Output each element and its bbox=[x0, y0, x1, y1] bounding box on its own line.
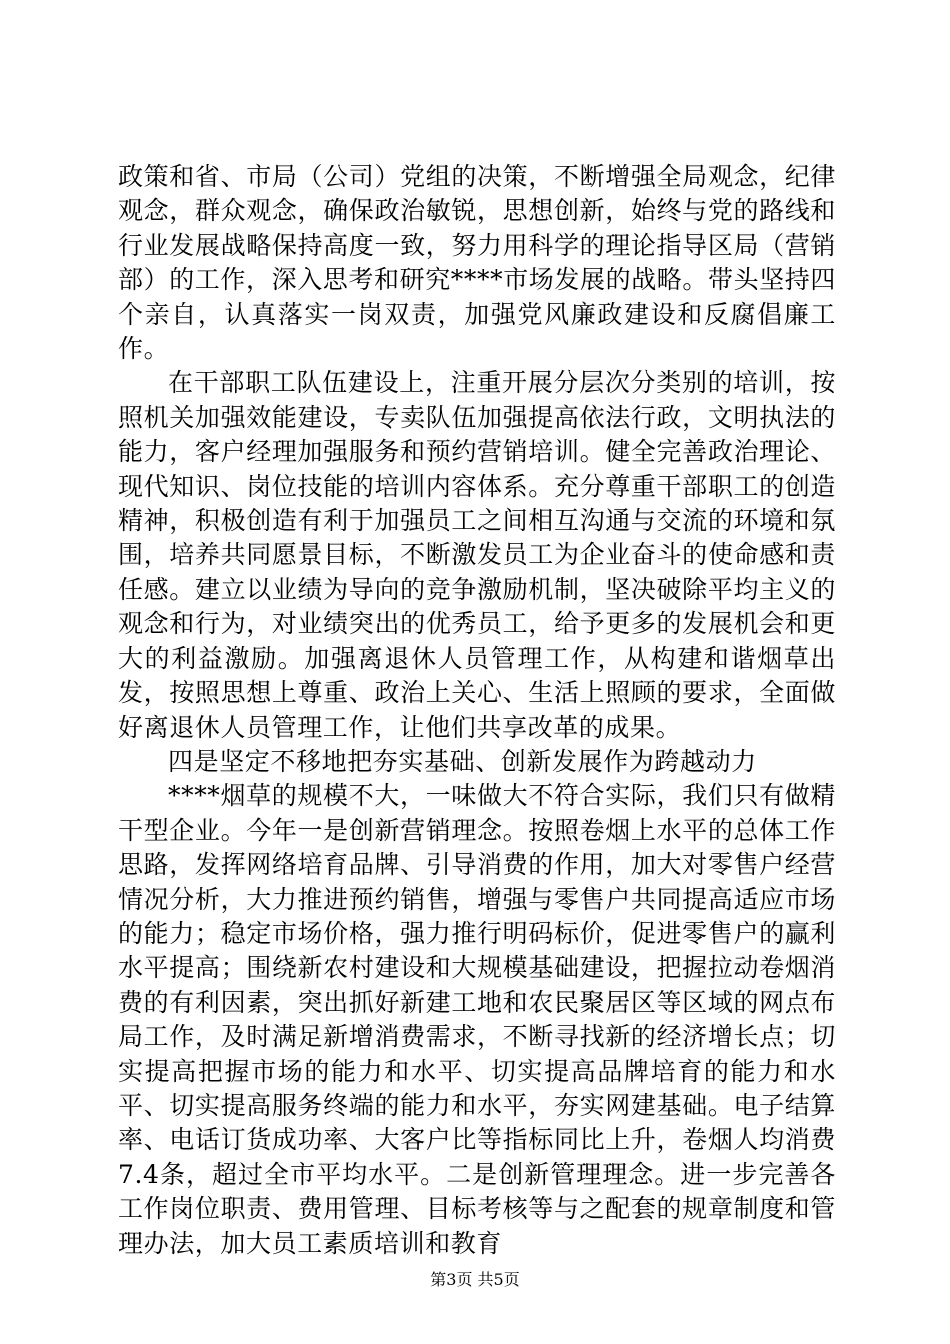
paragraph-innovation: ****烟草的规模不大，一味做大不符合实际，我们只有做精干型企业。今年一是创新营销理念。按照卷烟上水平的总体工作思路，发挥网络培育品牌、引导消费的作用，加大对零售户经营情况分析，大力推进预约销售，增强与零售户共同提高适应市场的能力；稳定市场价格，强力推行明码标价，促进零售户的赢利水平提高；围绕新农村建设和大规模基础建设，把握拉动卷烟消费的有利因素，突出抓好新建工地和农民聚居区等区域的网点布局工作，及时满足新增消费需求，不断寻找新的经济增长点；切实提高把握市场的能力和水平、切实提高品牌培育的能力和水平、切实提高服务终端的能力和水平，夯实网建基础。电子结算率、电话订货成功率、大客户比等指标同比上升，卷烟人均消费7.4条，超过全市平均水平。二是创新管理理念。进一步完善各工作岗位职责、费用管理、目标考核等与之配套的规章制度和管理办法，加大员工素质培训和教育 bbox=[118, 781, 836, 1258]
paragraph-staff-building: 在干部职工队伍建设上，注重开展分层次分类别的培训，按照机关加强效能建设，专卖队伍加强提高依法行政，文明执法的能力，客户经理加强服务和预约营销培训。健全完善政治理论、现代知识、岗位技能的培训内容体系。充分尊重干部职工的创造精神，积极创造有利于加强员工之间相互沟通与交流的环境和氛围，培养共同愿景目标，不断激发员工为企业奋斗的使命感和责任感。建立以业绩为导向的竞争激励机制，坚决破除平均主义的观念和行为，对业绩突出的优秀员工，给予更多的发展机会和更大的利益激励。加强离退休人员管理工作，从构建和谐烟草出发，按照思想上尊重、政治上关心、生活上照顾的要求，全面做好离退休人员管理工作，让他们共享改革的成果。 bbox=[118, 368, 836, 742]
page-number-footer: 第3页 共5页 bbox=[430, 1270, 520, 1289]
document-body bbox=[118, 160, 836, 1261]
section-heading: 四是坚定不移地把夯实基础、创新发展作为跨越动力 bbox=[168, 746, 757, 776]
paragraph-continuation: 政策和省、市局（公司）党组的决策，不断增强全局观念，纪律观念，群众观念，确保政治敏锐，思想创新，始终与党的路线和行业发展战略保持高度一致，努力用科学的理论指导区局（营销部）的工作，深入思考和研究****市场发展的战略。带头坚持四个亲自，认真落实一岗双责，加强党风廉政建设和反腐倡廉工作。 bbox=[118, 162, 837, 364]
